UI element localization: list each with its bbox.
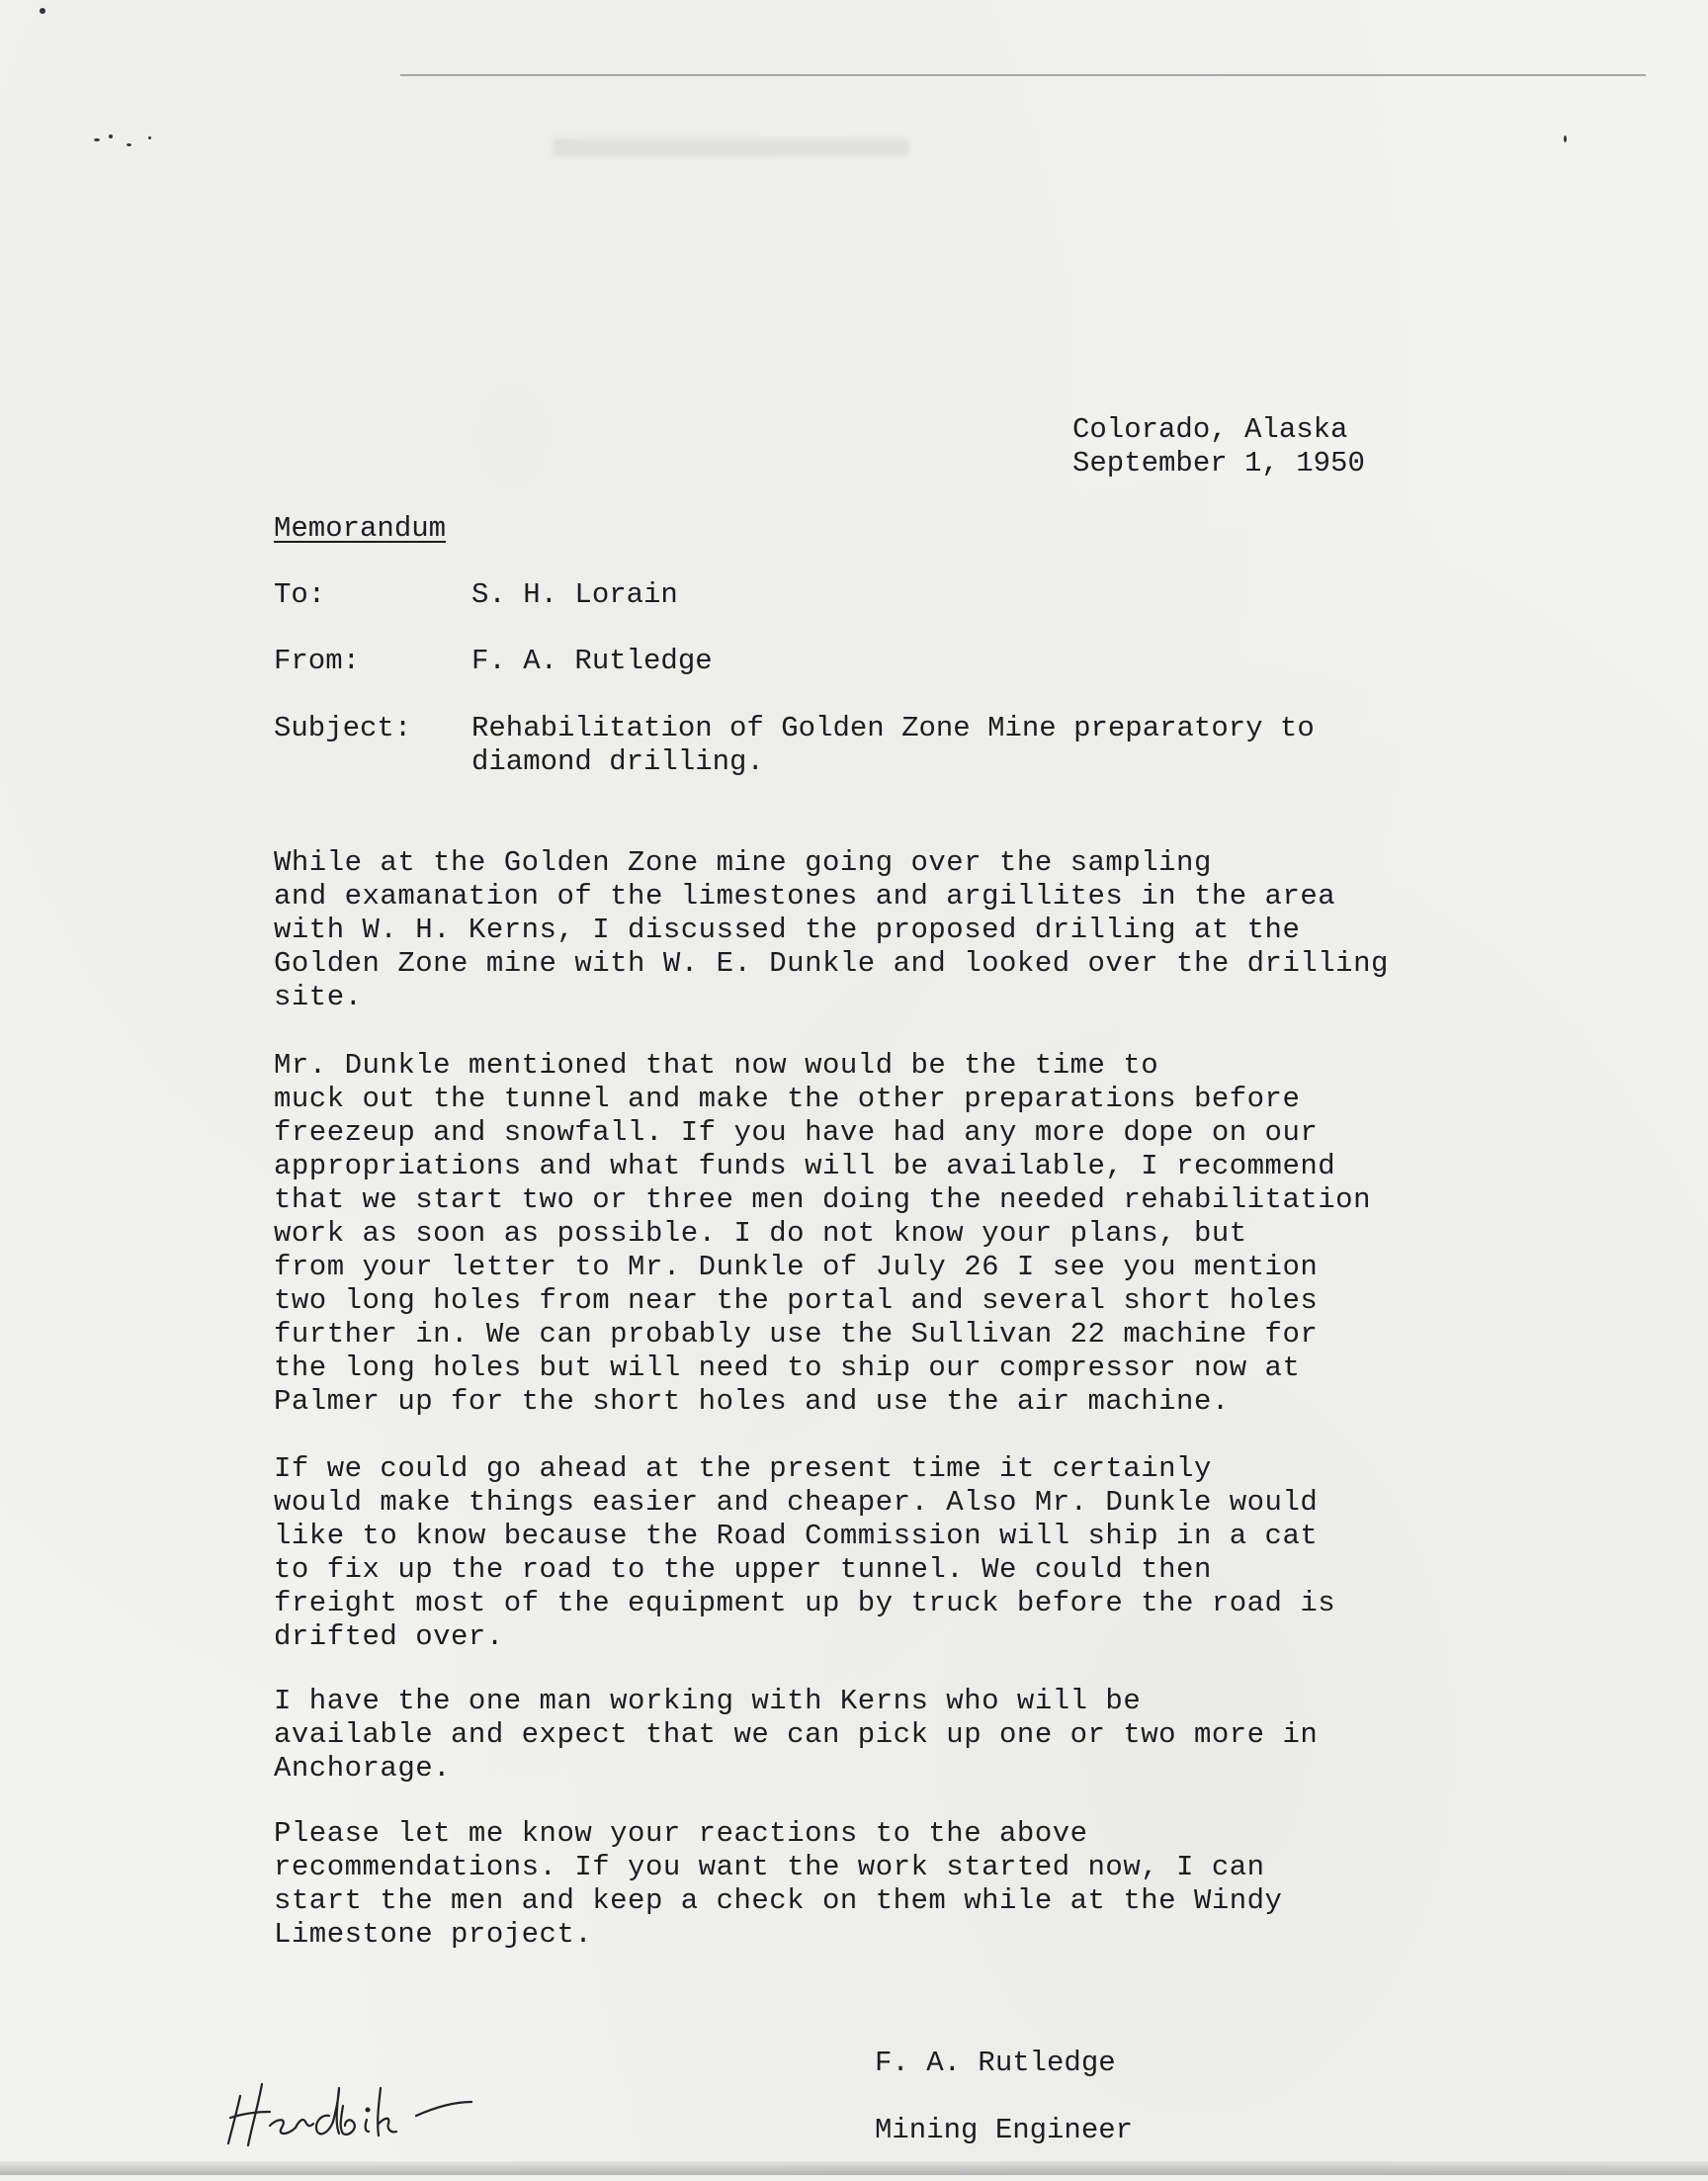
scan-speck — [109, 134, 113, 138]
body-paragraph: I have the one man working with Kerns who will be available and expect that we can pick up one or two more in Anchorage. — [274, 1685, 1319, 1785]
from-value: F. A. Rutledge — [471, 645, 713, 677]
handwritten-signature — [222, 2066, 549, 2150]
location-date-block — [1072, 413, 1365, 480]
signature-title: Mining Engineer — [875, 2114, 1134, 2146]
body-paragraph: Mr. Dunkle mentioned that now would be the time to muck out the tunnel and make the other preparations before freezeup and snowfall. If you have had any more dope on our appropriations and what funds will be available, I recommend that we start two or three men doing the needed rehabilitation work as soon as possible. I do not know your plans, but from your letter to Mr. Dunkle of July 26 I see you mention two long holes from near the portal and several short holes further in. We can probably use the Sullivan 22 machine for the long holes but will need to ship our compressor now at Palmer up for the short holes and use the air machine. — [274, 1049, 1371, 1418]
subject-value: Rehabilitation of Golden Zone Mine preparatory to diamond drilling. — [471, 712, 1315, 778]
to-label: To: — [274, 578, 326, 611]
signature-block — [875, 2013, 1133, 2181]
scan-speck — [1564, 135, 1567, 142]
body-paragraph: Please let me know your reactions to the above recommendations. If you want the work started now, I can start the men and keep a check on them while at the Windy Limestone project. — [274, 1817, 1283, 1951]
memo-heading: Memorandum — [274, 512, 447, 545]
bleed-through-smudge — [554, 138, 909, 156]
location-line: Colorado, Alaska — [1072, 413, 1348, 446]
scan-speck — [94, 138, 100, 141]
from-label: From: — [274, 645, 361, 677]
to-value: S. H. Lorain — [471, 578, 678, 611]
scan-speck — [148, 136, 151, 139]
scan-speck — [127, 143, 131, 146]
signature-name: F. A. Rutledge — [875, 2047, 1116, 2079]
page-bottom-edge — [0, 2161, 1708, 2175]
top-rule-divider — [400, 74, 1646, 76]
body-paragraph: If we could go ahead at the present time it certainly would make things easier and cheaper. Also Mr. Dunkle would like to know because the Road Commission will ship in a cat to fix up the road to the upper tunnel. We could then freight most of the equipment up by truck before the road is drifted over. — [274, 1452, 1336, 1653]
subject-label: Subject: — [274, 712, 412, 744]
date-line: September 1, 1950 — [1072, 447, 1365, 480]
body-paragraph: While at the Golden Zone mine going over the sampling and examanation of the limestones and argillites in the area with W. H. Kerns, I discussed the proposed drilling at the Golden Zone mine with W. E. Dunkle and looked over the drilling site. — [274, 846, 1389, 1013]
scan-speck — [40, 8, 45, 14]
